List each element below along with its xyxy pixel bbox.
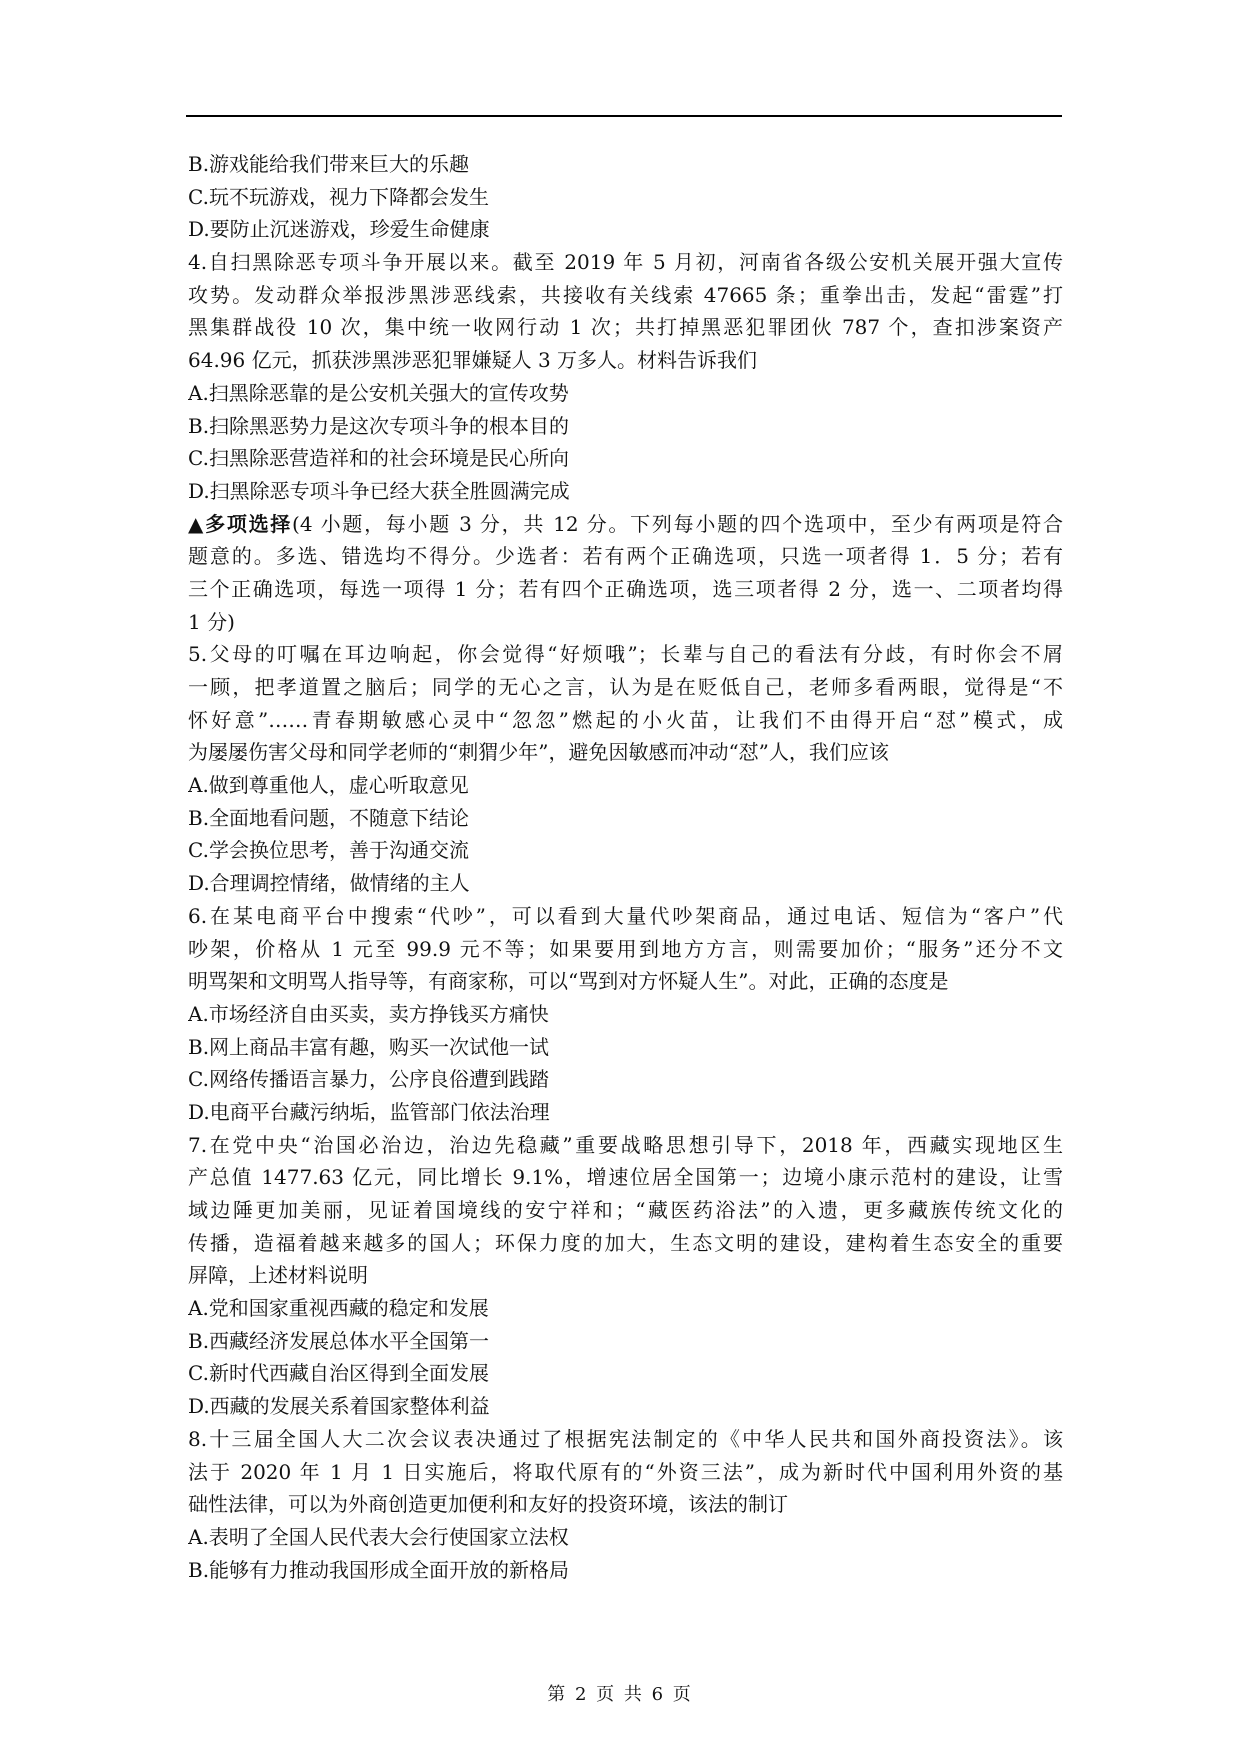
q6-stem-line: 6.在某电商平台中搜索“代吵”，可以看到大量代吵架商品，通过电话、短信为“客户”代 xyxy=(188,903,1063,928)
q7-option-b: B.西藏经济发展总体水平全国第一 xyxy=(188,1328,490,1353)
section-instructions-line: 1 分) xyxy=(188,609,235,634)
page-number: 第 2 页 共 6 页 xyxy=(547,1684,693,1705)
section-instructions-line: 三个正确选项，每选一项得 1 分；若有四个正确选项，选三项者得 2 分，选一、二项者均得 xyxy=(188,576,1063,601)
q3-option-b: B.游戏能给我们带来巨大的乐趣 xyxy=(188,152,470,176)
q8-stem-line: 8.十三届全国人大二次会议表决通过了根据宪法制定的《中华人民共和国外商投资法》。该 xyxy=(188,1426,1063,1451)
q5-option-d: D.合理调控情绪，做情绪的主人 xyxy=(188,871,470,896)
q4-stem-line: 4.自扫黑除恶专项斗争开展以来。截至 2019 年 5 月初，河南省各级公安机关展开强大宣传 xyxy=(188,250,1063,275)
q5-option-a: A.做到尊重他人，虚心听取意见 xyxy=(188,773,469,798)
q4-stem-line: 攻势。发动群众举报涉黑涉恶线索，共接收有关线索 47665 条；重拳出击，发起“雷霆”打 xyxy=(188,282,1063,307)
section-instructions-text: (4 小题，每小题 3 分，共 12 分。下列每小题的四个选项中，至少有两项是符合 xyxy=(292,511,1063,536)
q6-stem-line: 明骂架和文明骂人指导等，有商家称，可以“骂到对方怀疑人生”。对此，正确的态度是 xyxy=(188,969,949,994)
q4-stem-line: 64.96 亿元，抓获涉黑涉恶犯罪嫌疑人 3 万多人。材料告诉我们 xyxy=(188,348,758,373)
q8-option-a: A.表明了全国人民代表大会行使国家立法权 xyxy=(188,1524,569,1549)
document-body xyxy=(188,148,1063,1586)
q7-stem-line: 传播，造福着越来越多的国人；环保力度的加大，生态文明的建设，建构着生态安全的重要 xyxy=(188,1230,1063,1255)
q3-option-d: D.要防止沉迷游戏，珍爱生命健康 xyxy=(188,217,490,242)
q7-option-a: A.党和国家重视西藏的稳定和发展 xyxy=(188,1296,489,1321)
q4-option-b: B.扫除黑恶势力是这次专项斗争的根本目的 xyxy=(188,413,570,438)
header-rule xyxy=(186,115,1062,117)
q5-option-b: B.全面地看问题，不随意下结论 xyxy=(188,805,470,830)
q5-stem-line: 5.父母的叮嘱在耳边响起，你会觉得“好烦哦”；长辈与自己的看法有分歧，有时你会不屑 xyxy=(188,642,1063,667)
section-instructions-line: 题意的。多选、错选均不得分。少选者：若有两个正确选项，只选一项者得 1．5 分；若有 xyxy=(188,544,1063,569)
q4-option-a: A.扫黑除恶靠的是公安机关强大的宣传攻势 xyxy=(188,380,569,405)
q8-option-b: B.能够有力推动我国形成全面开放的新格局 xyxy=(188,1557,570,1582)
q4-option-d: D.扫黑除恶专项斗争已经大获全胜圆满完成 xyxy=(188,478,570,503)
q8-stem-line: 法于 2020 年 1 月 1 日实施后，将取代原有的“外资三法”，成为新时代中国利用外资的基 xyxy=(188,1459,1063,1484)
q4-option-c: C.扫黑除恶营造祥和的社会环境是民心所向 xyxy=(188,446,569,471)
q7-stem-line: 屏障，上述材料说明 xyxy=(188,1263,368,1288)
q5-stem-line: 怀好意”……青春期敏感心灵中“忽忽”燃起的小火苗，让我们不由得开启“怼”模式，成 xyxy=(188,707,1063,732)
q6-option-b: B.网上商品丰富有趣，购买一次试他一试 xyxy=(188,1034,550,1059)
q4-stem-line: 黑集群战役 10 次，集中统一收网行动 1 次；共打掉黑恶犯罪团伙 787 个，查扣涉案资产 xyxy=(188,315,1063,340)
q8-stem-line: 础性法律，可以为外商创造更加便利和友好的投资环境，该法的制订 xyxy=(188,1492,788,1517)
q3-option-c: C.玩不玩游戏，视力下降都会发生 xyxy=(188,184,489,209)
q6-option-a: A.市场经济自由买卖，卖方挣钱买方痛快 xyxy=(188,1001,549,1026)
q7-option-c: C.新时代西藏自治区得到全面发展 xyxy=(188,1361,489,1386)
q5-stem-line: 为屡屡伤害父母和同学老师的“刺猬少年”，避免因敏感而冲动“怼”人，我们应该 xyxy=(188,740,889,765)
q5-stem-line: 一顾，把孝道置之脑后；同学的无心之言，认为是在贬低自己，老师多看两眼，觉得是“不 xyxy=(188,675,1063,699)
q6-option-d: D.电商平台藏污纳垢，监管部门依法治理 xyxy=(188,1099,550,1124)
section-instructions-line xyxy=(188,508,1063,541)
section-heading: ▲多项选择 xyxy=(188,511,293,536)
q6-stem-line: 吵架，价格从 1 元至 99.9 元不等；如果要用到地方方言，则需要加价；“服务”还分不文 xyxy=(188,936,1063,961)
q7-stem-line: 域边陲更加美丽，见证着国境线的安宁祥和；“藏医药浴法”的入遗，更多藏族传统文化的 xyxy=(188,1198,1063,1222)
q7-stem-line: 7.在党中央“治国必治边，治边先稳藏”重要战略思想引导下，2018 年，西藏实现地区生 xyxy=(188,1132,1063,1157)
q7-option-d: D.西藏的发展关系着国家整体利益 xyxy=(188,1394,490,1419)
q7-stem-line: 产总值 1477.63 亿元，同比增长 9.1%，增速位居全国第一；边境小康示范村的建设，让雪 xyxy=(188,1165,1063,1190)
q6-option-c: C.网络传播语言暴力，公序良俗遭到践踏 xyxy=(188,1067,549,1092)
q5-option-c: C.学会换位思考，善于沟通交流 xyxy=(188,838,469,863)
